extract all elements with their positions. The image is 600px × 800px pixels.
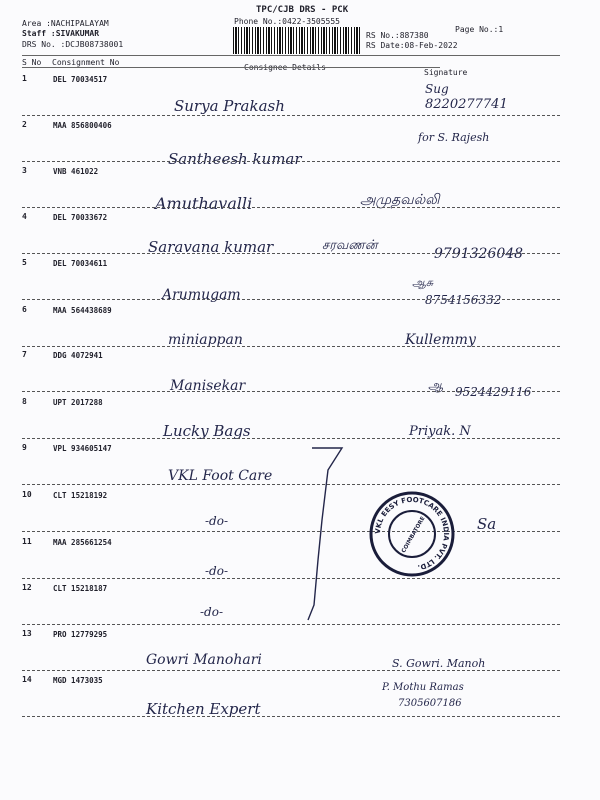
row-consignee-name: Arumugam	[162, 287, 241, 303]
row-consignment-no: DEL 70034611	[53, 259, 108, 268]
row-sno: 2	[22, 120, 27, 129]
row-consignment-no: MAA 285661254	[53, 538, 112, 547]
row-consignment-no: VNB 461022	[53, 167, 99, 176]
row-sno: 14	[22, 675, 32, 684]
row-signature: Sug	[425, 82, 449, 96]
row-consignee-name: VKL Foot Care	[168, 468, 273, 484]
row-signature: S. Gowri. Manoh	[392, 657, 486, 670]
row-sno: 1	[22, 74, 27, 83]
row-consignment-no: MAA 564438689	[53, 306, 112, 315]
row-consignee-name: -do-	[205, 564, 229, 578]
row-consignee-name: Saravana kumar	[148, 238, 274, 256]
row-sno: 10	[22, 490, 32, 499]
row-signature: ஆ	[428, 378, 444, 392]
row-consignment-no: PRO 12779295	[53, 630, 108, 639]
row-consignment-no: DEL 70033672	[53, 213, 108, 222]
row-consignee-name: Manisekar	[170, 378, 246, 394]
row-consignee-name: miniappan	[168, 332, 243, 348]
company-stamp	[368, 490, 456, 578]
row-sno: 11	[22, 537, 32, 546]
row-phone: 7305607186	[398, 698, 462, 709]
row-consignee-name: Gowri Manohari	[146, 652, 262, 668]
row-signature: Kullemmy	[405, 332, 476, 348]
rs-number: RS No.:887380	[366, 31, 429, 40]
row-phone: 9791326048	[434, 246, 524, 262]
row-sno: 5	[22, 258, 27, 267]
phone-number: Phone No.:0422-3505555	[234, 17, 340, 26]
row-signature: சரவணன்	[322, 238, 378, 253]
row-sno: 3	[22, 166, 27, 175]
col-signature: Signature	[424, 68, 468, 77]
row-consignee-name: Lucky Bags	[163, 422, 251, 440]
row-consignment-no: UPT 2017288	[53, 398, 103, 407]
sheet-title: TPC/CJB DRS - PCK	[256, 5, 349, 15]
row-consignee-name: Surya Prakash	[174, 97, 285, 115]
row-consignment-no: VPL 934605147	[53, 444, 112, 453]
row-sno: 13	[22, 629, 32, 638]
staff-label: Staff :SIVAKUMAR	[22, 29, 100, 38]
row-sno: 7	[22, 350, 27, 359]
row-consignee-name: Amuthavalli	[155, 194, 253, 213]
row-phone: 9524429116	[455, 385, 532, 399]
page-number: Page No.:1	[455, 25, 504, 34]
col-sno: S No	[22, 58, 42, 67]
row-sno: 6	[22, 305, 27, 314]
row-consignee-name: -do-	[200, 605, 224, 619]
row-sno: 4	[22, 212, 27, 221]
row-signature: Sa	[477, 515, 497, 533]
stamp-center-text: COIMBATORE	[400, 515, 427, 555]
rs-date: RS Date:08-Feb-2022	[366, 41, 458, 50]
row-consignment-no: MAA 856800406	[53, 121, 112, 130]
col-consignment: Consignment No	[52, 58, 120, 67]
row-consignment-no: CLT 15218192	[53, 491, 108, 500]
col-details: Consignee Details	[244, 63, 326, 72]
row-consignee-name: Kitchen Expert	[146, 700, 261, 718]
row-signature: Priyak. N	[409, 424, 471, 439]
row-signature: அமுதவல்லி	[360, 192, 440, 208]
row-phone: 8220277741	[425, 97, 508, 112]
drs-number: DRS No. :DCJB08738001	[22, 40, 124, 49]
row-signature: P. Mothu Ramas	[382, 682, 464, 693]
row-consignment-no: MGD 1473035	[53, 676, 103, 685]
area-label: Area :NACHIPALAYAM	[22, 19, 109, 28]
row-consignee-name: -do-	[205, 514, 229, 528]
stamp-ring-text: VKL EESY FOOTCARE INDIA PVT. LTD.	[373, 495, 451, 572]
row-signature: for S. Rajesh	[418, 131, 490, 144]
row-sno: 12	[22, 583, 32, 592]
row-consignee-name: Santheesh kumar	[168, 150, 302, 168]
row-sno: 9	[22, 443, 27, 452]
row-consignment-no: DEL 70034517	[53, 75, 108, 84]
row-sno: 8	[22, 397, 27, 406]
row-consignment-no: CLT 15218187	[53, 584, 108, 593]
row-consignment-no: DDG 4072941	[53, 351, 103, 360]
row-signature: ஆசு	[412, 276, 434, 289]
row-phone: 8754156332	[425, 293, 502, 307]
